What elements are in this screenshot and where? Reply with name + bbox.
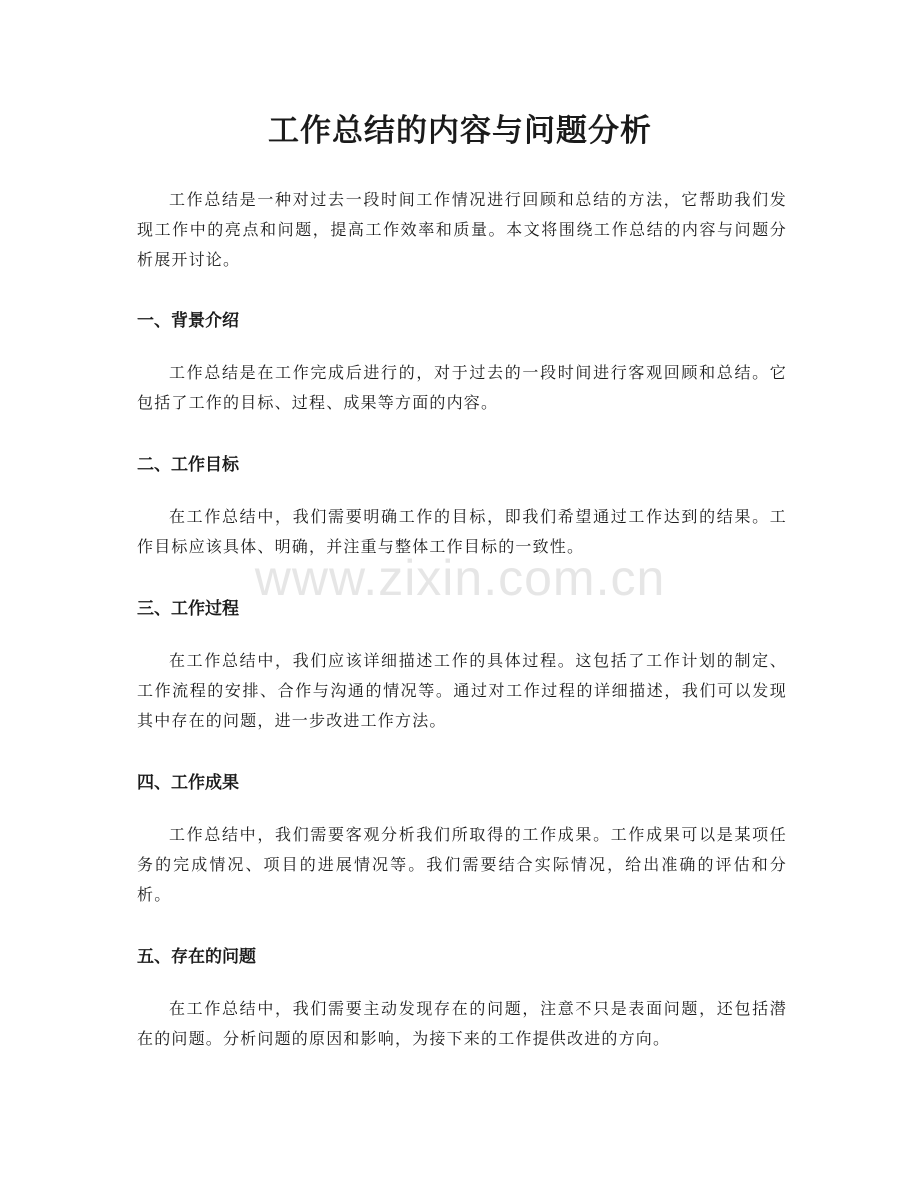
section-background	[137, 307, 787, 418]
page-title: 工作总结的内容与问题分析	[268, 113, 652, 149]
section-results	[137, 769, 787, 910]
section-heading: 二、工作目标	[137, 455, 239, 475]
document-body	[137, 185, 787, 1087]
section-heading: 三、工作过程	[137, 599, 239, 619]
section-heading: 五、存在的问题	[137, 947, 256, 967]
section-problems	[137, 943, 787, 1054]
watermark: www.zixin.com.cn	[254, 550, 666, 606]
section-goals	[137, 451, 787, 562]
section-heading: 一、背景介绍	[137, 311, 239, 331]
intro-paragraph: 工作总结是一种对过去一段时间工作情况进行回顾和总结的方法，它帮助我们发现工作中的亮点和问题，提高工作效率和质量。本文将围绕工作总结的内容与问题分析展开讨论。	[137, 190, 787, 269]
section-process	[137, 595, 787, 736]
section-paragraph: 在工作总结中，我们应该详细描述工作的具体过程。这包括了工作计划的制定、工作流程的安排、合作与沟通的情况等。通过对工作过程的详细描述，我们可以发现其中存在的问题，进一步改进工作方法。	[137, 651, 787, 730]
section-paragraph: 在工作总结中，我们需要主动发现存在的问题，注意不只是表面问题，还包括潜在的问题。分析问题的原因和影响，为接下来的工作提供改进的方向。	[137, 999, 787, 1048]
section-paragraph: 工作总结中，我们需要客观分析我们所取得的工作成果。工作成果可以是某项任务的完成情况、项目的进展情况等。我们需要结合实际情况，给出准确的评估和分析。	[137, 825, 787, 904]
section-paragraph: 在工作总结中，我们需要明确工作的目标，即我们希望通过工作达到的结果。工作目标应该具体、明确，并注重与整体工作目标的一致性。	[137, 507, 787, 556]
section-paragraph: 工作总结是在工作完成后进行的，对于过去的一段时间进行客观回顾和总结。它包括了工作的目标、过程、成果等方面的内容。	[137, 363, 787, 412]
section-heading: 四、工作成果	[137, 773, 239, 793]
